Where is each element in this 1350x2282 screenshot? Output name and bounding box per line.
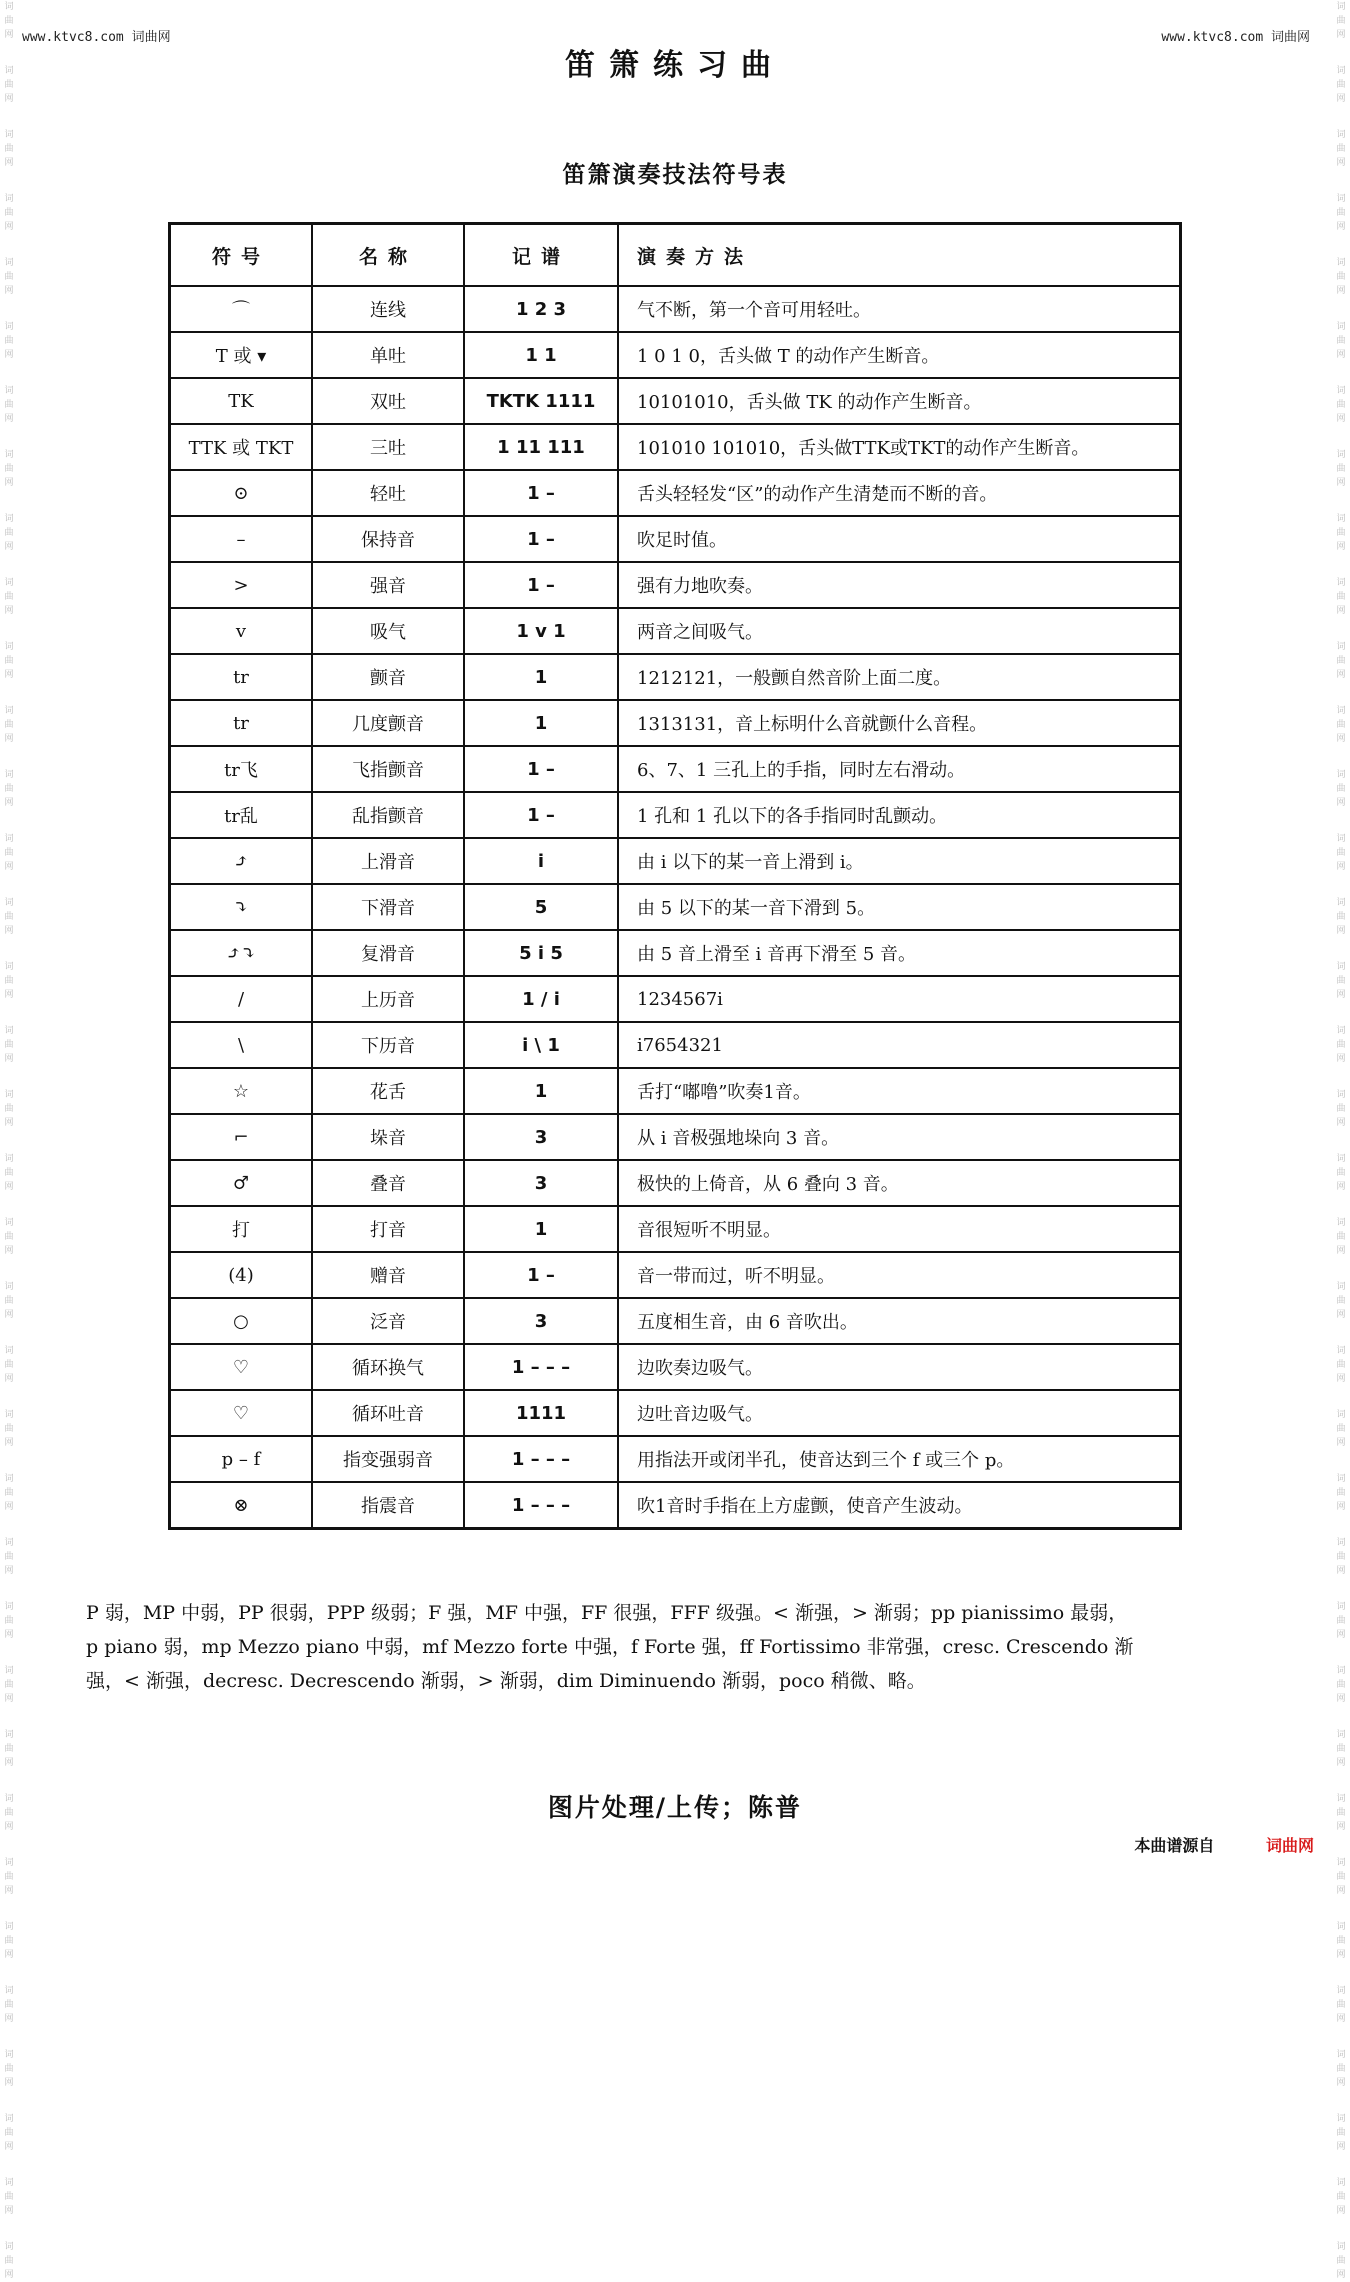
- method-cell: 边吐音边吸气。: [618, 1390, 1181, 1436]
- symbol-cell: ♡: [170, 1390, 313, 1436]
- notation-cell: 1 –: [464, 792, 618, 838]
- watermark-text: 词曲网: [1336, 1410, 1346, 1448]
- name-cell: 打音: [312, 1206, 464, 1252]
- method-cell: 从 i 音极强地垛向 3 音。: [618, 1114, 1181, 1160]
- watermark-text: 词曲网: [4, 706, 14, 744]
- watermark-text: 词曲网: [4, 1282, 14, 1320]
- legend-line: 强，< 渐强，decresc. Decrescendo 渐弱，> 渐弱，dim Diminuendo 渐弱，poco 稍微、略。: [86, 1670, 926, 1692]
- notation-cell: 1 – – –: [464, 1436, 618, 1482]
- notation-cell: 1 –: [464, 470, 618, 516]
- symbol-cell: ⊙: [170, 470, 313, 516]
- watermark-text: 词曲网: [4, 1602, 14, 1640]
- watermark-text: 词曲网: [1336, 450, 1346, 488]
- method-cell: 气不断，第一个音可用轻吐。: [618, 286, 1181, 332]
- name-cell: 轻吐: [312, 470, 464, 516]
- legend-line: P 弱，MP 中弱，PP 很弱，PPP 级弱；F 强，MF 中强，FF 很强，FFF 级强。< 渐强，> 渐弱；pp pianissimo 最弱，: [86, 1602, 1128, 1624]
- notation-cell: 1: [464, 654, 618, 700]
- watermark-text: 词曲网: [1336, 1858, 1346, 1896]
- watermark-text: 词曲网: [4, 962, 14, 1000]
- header-symbol: 符号: [170, 224, 313, 287]
- header-notation: 记谱: [464, 224, 618, 287]
- watermark-text: 词曲网: [4, 322, 14, 360]
- method-cell: 1212121，一般颤自然音阶上面二度。: [618, 654, 1181, 700]
- method-cell: 1 孔和 1 孔以下的各手指同时乱颤动。: [618, 792, 1181, 838]
- name-cell: 赠音: [312, 1252, 464, 1298]
- watermark-text: 词曲网: [1336, 1090, 1346, 1128]
- table-row: [170, 1252, 1181, 1298]
- table-row: [170, 1160, 1181, 1206]
- method-cell: 舌打“嘟噜”吹奏1音。: [618, 1068, 1181, 1114]
- notation-cell: 3: [464, 1160, 618, 1206]
- notation-cell: i \ 1: [464, 1022, 618, 1068]
- watermark-text: 词曲网: [4, 194, 14, 232]
- name-cell: 单吐: [312, 332, 464, 378]
- watermark-text: 词曲网: [4, 1538, 14, 1576]
- method-cell: i7654321: [618, 1022, 1181, 1068]
- name-cell: 吸气: [312, 608, 464, 654]
- name-cell: 上历音: [312, 976, 464, 1022]
- name-cell: 几度颤音: [312, 700, 464, 746]
- watermark-text: 词曲网: [1336, 258, 1346, 296]
- method-cell: 音很短听不明显。: [618, 1206, 1181, 1252]
- watermark-text: 词曲网: [1336, 770, 1346, 808]
- method-cell: 极快的上倚音，从 6 叠向 3 音。: [618, 1160, 1181, 1206]
- watermark-text: 词曲网: [1336, 2242, 1346, 2280]
- watermark-text: 词曲网: [1336, 386, 1346, 424]
- name-cell: 上滑音: [312, 838, 464, 884]
- name-cell: 乱指颤音: [312, 792, 464, 838]
- table-header-row: [170, 224, 1181, 287]
- name-cell: 垛音: [312, 1114, 464, 1160]
- watermark-text: 词曲网: [1336, 706, 1346, 744]
- watermark-text: 词曲网: [4, 1154, 14, 1192]
- watermark-text: 词曲网: [1336, 2050, 1346, 2088]
- method-cell: 五度相生音，由 6 音吹出。: [618, 1298, 1181, 1344]
- watermark-text: 词曲网: [4, 386, 14, 424]
- watermark-text: 词曲网: [4, 898, 14, 936]
- watermark-text: 词曲网: [4, 2114, 14, 2152]
- notation-cell: 1 –: [464, 516, 618, 562]
- upload-credit: 图片处理/上传；陈普: [547, 1793, 803, 1822]
- name-cell: 循环吐音: [312, 1390, 464, 1436]
- watermark-text: 词曲网: [4, 130, 14, 168]
- method-cell: 边吹奏边吸气。: [618, 1344, 1181, 1390]
- watermark-text: 词曲网: [1336, 1538, 1346, 1576]
- symbol-cell: /: [170, 976, 313, 1022]
- table-row: [170, 746, 1181, 792]
- notation-cell: 1 –: [464, 562, 618, 608]
- table-row: [170, 700, 1181, 746]
- name-cell: 颤音: [312, 654, 464, 700]
- symbol-cell: ♡: [170, 1344, 313, 1390]
- notation-cell: 1 / i: [464, 976, 618, 1022]
- watermark-text: 词曲网: [4, 578, 14, 616]
- name-cell: 双吐: [312, 378, 464, 424]
- notation-cell: 1 11 111: [464, 424, 618, 470]
- source-note: [1134, 1833, 1314, 1856]
- notation-cell: 1 2 3: [464, 286, 618, 332]
- notation-cell: i: [464, 838, 618, 884]
- method-cell: 强有力地吹奏。: [618, 562, 1181, 608]
- notation-cell: 1 – – –: [464, 1344, 618, 1390]
- table-row: [170, 976, 1181, 1022]
- side-watermark-left: [2, 0, 16, 2280]
- symbol-cell: ○: [170, 1298, 313, 1344]
- watermark-text: 词曲网: [4, 1346, 14, 1384]
- watermark-text: 词曲网: [1336, 1794, 1346, 1832]
- symbol-cell: v: [170, 608, 313, 654]
- notation-cell: 1 v 1: [464, 608, 618, 654]
- watermark-text: 词曲网: [1336, 1602, 1346, 1640]
- symbol-cell: ♂: [170, 1160, 313, 1206]
- symbol-cell: tr乱: [170, 792, 313, 838]
- symbol-cell: ⤴⤵: [170, 930, 313, 976]
- table-title: 笛箫演奏技法符号表: [562, 162, 788, 188]
- method-cell: 由 i 以下的某一音上滑到 i。: [618, 838, 1181, 884]
- notation-cell: 1111: [464, 1390, 618, 1436]
- watermark-text: 词曲网: [1336, 1474, 1346, 1512]
- table-row: [170, 424, 1181, 470]
- watermark-text: 词曲网: [1336, 1026, 1346, 1064]
- name-cell: 泛音: [312, 1298, 464, 1344]
- table-row: [170, 1068, 1181, 1114]
- watermark-text: 词曲网: [4, 1474, 14, 1512]
- method-cell: 10101010，舌头做 TK 的动作产生断音。: [618, 378, 1181, 424]
- method-cell: 舌头轻轻发“区”的动作产生清楚而不断的音。: [618, 470, 1181, 516]
- method-cell: 1234567i: [618, 976, 1181, 1022]
- watermark-text: 词曲网: [4, 1858, 14, 1896]
- notation-cell: 1 – – –: [464, 1482, 618, 1529]
- table-row: [170, 516, 1181, 562]
- symbol-cell: tr: [170, 654, 313, 700]
- watermark-text: 词曲网: [4, 1666, 14, 1704]
- method-cell: 1313131，音上标明什么音就颤什么音程。: [618, 700, 1181, 746]
- table-row: [170, 1022, 1181, 1068]
- table-row: [170, 1390, 1181, 1436]
- symbol-cell: (4): [170, 1252, 313, 1298]
- method-cell: 1 0 1 0，舌头做 T 的动作产生断音。: [618, 332, 1181, 378]
- watermark-text: 词曲网: [4, 770, 14, 808]
- watermark-text: 词曲网: [4, 1922, 14, 1960]
- table-row: [170, 1436, 1181, 1482]
- method-cell: 用指法开或闭半孔，使音达到三个 f 或三个 p。: [618, 1436, 1181, 1482]
- table-row: [170, 1344, 1181, 1390]
- table-row: [170, 470, 1181, 516]
- symbol-cell: ⤵: [170, 884, 313, 930]
- watermark-text: 词曲网: [1336, 2, 1346, 40]
- watermark-text: 词曲网: [4, 2050, 14, 2088]
- watermark-text: 词曲网: [4, 258, 14, 296]
- name-cell: 指震音: [312, 1482, 464, 1529]
- watermark-text: 词曲网: [1336, 66, 1346, 104]
- watermark-text: 词曲网: [4, 1410, 14, 1448]
- notation-cell: 1: [464, 1068, 618, 1114]
- watermark-text: 词曲网: [4, 66, 14, 104]
- notation-cell: 5: [464, 884, 618, 930]
- watermark-text: 词曲网: [1336, 1922, 1346, 1960]
- table-row: [170, 654, 1181, 700]
- source-label: 本曲谱源自: [1134, 1836, 1215, 1855]
- header-name: 名称: [312, 224, 464, 287]
- symbol-cell: ⌐: [170, 1114, 313, 1160]
- table-row: [170, 286, 1181, 332]
- watermark-text: 词曲网: [1336, 130, 1346, 168]
- watermark-text: 词曲网: [1336, 1282, 1346, 1320]
- name-cell: 保持音: [312, 516, 464, 562]
- watermark-text: 词曲网: [4, 1026, 14, 1064]
- watermark-text: 词曲网: [1336, 1986, 1346, 2024]
- method-cell: 音一带而过，听不明显。: [618, 1252, 1181, 1298]
- symbol-cell: TTK 或 TKT: [170, 424, 313, 470]
- watermark-text: 词曲网: [4, 514, 14, 552]
- watermark-text: 词曲网: [1336, 1666, 1346, 1704]
- notation-cell: 1: [464, 1206, 618, 1252]
- watermark-text: 词曲网: [4, 834, 14, 872]
- watermark-text: 词曲网: [4, 2242, 14, 2280]
- legend-line: p piano 弱，mp Mezzo piano 中弱，mf Mezzo forte 中强，f Forte 强，ff Fortissimo 非常强，cresc. Crescendo 渐: [86, 1636, 1134, 1658]
- watermark-text: 词曲网: [1336, 898, 1346, 936]
- symbol-cell: >: [170, 562, 313, 608]
- symbol-cell: p – f: [170, 1436, 313, 1482]
- watermark-text: 词曲网: [1336, 1730, 1346, 1768]
- watermark-text: 词曲网: [4, 2178, 14, 2216]
- table-row: [170, 884, 1181, 930]
- watermark-text: 词曲网: [1336, 514, 1346, 552]
- symbol-cell: tr: [170, 700, 313, 746]
- page-title: 笛箫练习曲: [565, 48, 785, 83]
- watermark-text: 词曲网: [4, 1986, 14, 2024]
- method-cell: 两音之间吸气。: [618, 608, 1181, 654]
- technique-symbol-table: [168, 222, 1182, 1530]
- name-cell: 连线: [312, 286, 464, 332]
- symbol-cell: ⌒: [170, 286, 313, 332]
- watermark-text: 词曲网: [4, 2, 14, 40]
- watermark-text: 词曲网: [1336, 194, 1346, 232]
- method-cell: 6、7、1 三孔上的手指，同时左右滑动。: [618, 746, 1181, 792]
- notation-cell: 1 –: [464, 746, 618, 792]
- dynamics-legend: [86, 1596, 1280, 1698]
- method-cell: 101010 101010，舌头做TTK或TKT的动作产生断音。: [618, 424, 1181, 470]
- name-cell: 复滑音: [312, 930, 464, 976]
- table-row: [170, 1298, 1181, 1344]
- watermark-text: 词曲网: [1336, 2114, 1346, 2152]
- method-cell: 由 5 以下的某一音下滑到 5。: [618, 884, 1181, 930]
- notation-cell: 1: [464, 700, 618, 746]
- table-row: [170, 332, 1181, 378]
- name-cell: 循环换气: [312, 1344, 464, 1390]
- notation-cell: 3: [464, 1114, 618, 1160]
- table-row: [170, 378, 1181, 424]
- watermark-text: 词曲网: [1336, 962, 1346, 1000]
- watermark-text: 词曲网: [1336, 2178, 1346, 2216]
- name-cell: 叠音: [312, 1160, 464, 1206]
- source-brand: 词曲网: [1265, 1836, 1314, 1855]
- symbol-cell: tr飞: [170, 746, 313, 792]
- notation-cell: TKTK 1111: [464, 378, 618, 424]
- site-watermark-left: www.ktvc8.com 词曲网: [22, 30, 171, 45]
- watermark-text: 词曲网: [1336, 578, 1346, 616]
- table-row: [170, 1482, 1181, 1529]
- notation-cell: 1 1: [464, 332, 618, 378]
- name-cell: 强音: [312, 562, 464, 608]
- table-row: [170, 562, 1181, 608]
- watermark-text: 词曲网: [4, 1730, 14, 1768]
- name-cell: 下历音: [312, 1022, 464, 1068]
- method-cell: 吹足时值。: [618, 516, 1181, 562]
- table-row: [170, 930, 1181, 976]
- watermark-text: 词曲网: [1336, 1218, 1346, 1256]
- watermark-text: 词曲网: [1336, 834, 1346, 872]
- name-cell: 花舌: [312, 1068, 464, 1114]
- name-cell: 飞指颤音: [312, 746, 464, 792]
- name-cell: 三吐: [312, 424, 464, 470]
- symbol-cell: ⊗: [170, 1482, 313, 1529]
- watermark-text: 词曲网: [4, 450, 14, 488]
- notation-cell: 1 –: [464, 1252, 618, 1298]
- watermark-text: 词曲网: [1336, 1154, 1346, 1192]
- symbol-cell: ☆: [170, 1068, 313, 1114]
- symbol-cell: ⤴: [170, 838, 313, 884]
- method-cell: 吹1音时手指在上方虚颤，使音产生波动。: [618, 1482, 1181, 1529]
- table-row: [170, 608, 1181, 654]
- symbol-cell: 打: [170, 1206, 313, 1252]
- watermark-text: 词曲网: [4, 642, 14, 680]
- table-row: [170, 1114, 1181, 1160]
- table-row: [170, 792, 1181, 838]
- watermark-text: 词曲网: [1336, 322, 1346, 360]
- symbol-cell: TK: [170, 378, 313, 424]
- name-cell: 指变强弱音: [312, 1436, 464, 1482]
- site-watermark-right: www.ktvc8.com 词曲网: [1161, 30, 1310, 45]
- watermark-text: 词曲网: [4, 1218, 14, 1256]
- method-cell: 由 5 音上滑至 i 音再下滑至 5 音。: [618, 930, 1181, 976]
- symbol-cell: T 或 ▾: [170, 332, 313, 378]
- header-method: 演奏方法: [618, 224, 1181, 287]
- watermark-text: 词曲网: [4, 1794, 14, 1832]
- table-row: [170, 1206, 1181, 1252]
- side-watermark-right: [1334, 0, 1348, 2280]
- watermark-text: 词曲网: [4, 1090, 14, 1128]
- name-cell: 下滑音: [312, 884, 464, 930]
- notation-cell: 5 i 5: [464, 930, 618, 976]
- watermark-text: 词曲网: [1336, 642, 1346, 680]
- watermark-text: 词曲网: [1336, 1346, 1346, 1384]
- symbol-cell: \: [170, 1022, 313, 1068]
- symbol-cell: –: [170, 516, 313, 562]
- notation-cell: 3: [464, 1298, 618, 1344]
- table-row: [170, 838, 1181, 884]
